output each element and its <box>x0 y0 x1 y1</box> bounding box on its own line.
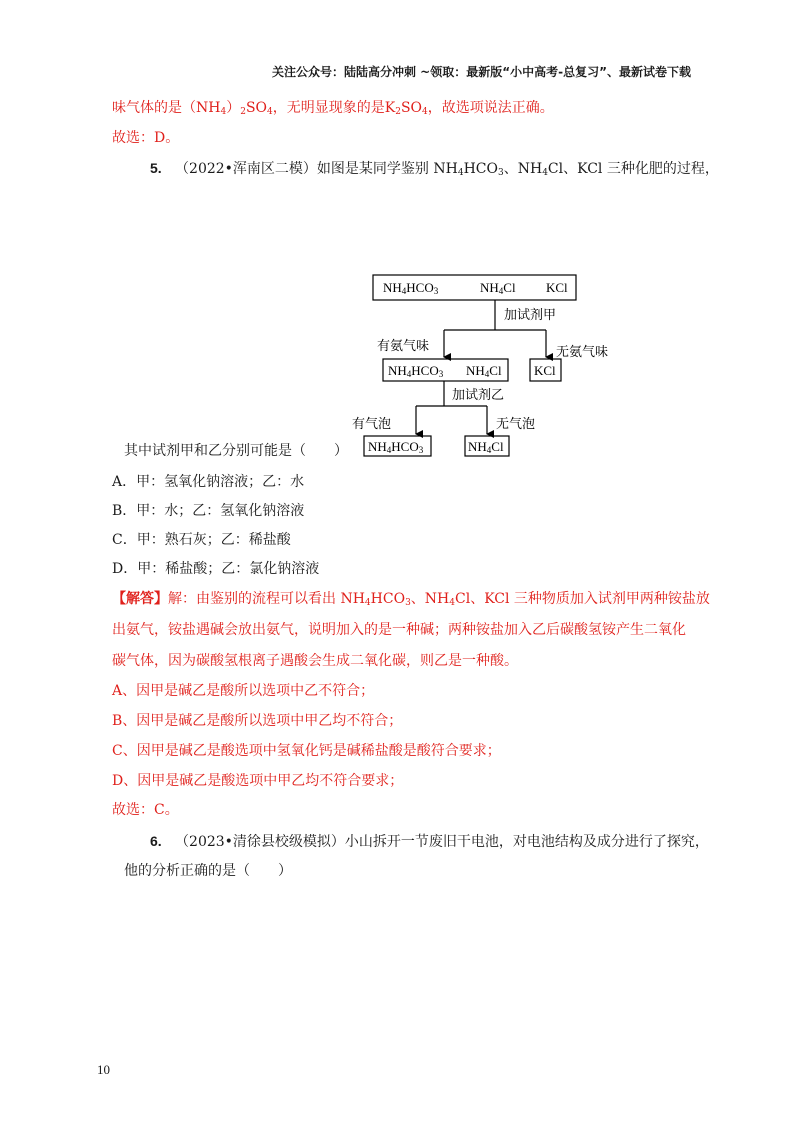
reagent-a-label: 加试剂甲 <box>504 308 557 323</box>
answer-line-1: 【解答】解：由鉴别的流程可以看出 $NH_4HCO_3$、$NH_4Cl$、KCl 三种物质加入试剂甲两种铵盐放 <box>112 591 710 608</box>
answer-tag: 【解答】 <box>112 591 168 607</box>
left-branch-label: 有氨气味 <box>377 339 430 354</box>
answer-final: 故选：C。 <box>112 802 179 818</box>
bottom-right-item: NH4Cl <box>468 439 504 455</box>
top-box-item-1: NH4HCO3 <box>383 280 439 296</box>
bottom-right-box <box>465 436 509 456</box>
question-5-stem: 5. （2022•浑南区二模）如图是某同学鉴别 $NH_4HCO_3$、$NH_4Cl$、KCl 三种化肥的过程， <box>150 160 719 178</box>
bottom-left-item: NH4HCO3 <box>368 439 424 455</box>
page-header: 关注公众号：陆陆高分冲刺 ~领取：最新版“小中高考-总复习”、最新试卷下载 <box>272 65 691 79</box>
kcl-box <box>530 359 561 381</box>
question-number: 5. <box>150 160 162 176</box>
question-number: 6. <box>150 833 162 849</box>
question-5-prompt: 其中试剂甲和乙分别可能是（ ） <box>124 443 348 459</box>
answer-option-a: A、因甲是碱乙是酸所以选项中乙不符合； <box>112 683 375 699</box>
bottom-left-box <box>364 436 431 456</box>
prev-answer-line-2: 故选：D。 <box>112 130 180 146</box>
left-branch-label-2: 有气泡 <box>352 417 392 432</box>
mid-box-item-1: NH4HCO3 <box>388 363 444 379</box>
page-number: 10 <box>97 1062 110 1077</box>
kcl-box-item: KCl <box>534 363 556 378</box>
top-box <box>373 275 576 300</box>
mid-box-item-2: NH4Cl <box>466 363 502 379</box>
option-c: C．甲：熟石灰；乙：稀盐酸 <box>112 532 291 548</box>
question-6-stem-line-2: 他的分析正确的是（ ） <box>124 863 292 879</box>
answer-option-c: C、因甲是碱乙是酸选项中氢氧化钙是碱稀盐酸是酸符合要求； <box>112 743 501 759</box>
question-6-stem: 6. （2023•清徐县校级模拟）小山拆开一节废旧干电池，对电池结构及成分进行了探究， <box>150 833 709 850</box>
answer-option-b: B、因甲是碱乙是酸所以选项中甲乙均不符合； <box>112 713 403 729</box>
answer-line-3: 碳气体，因为碳酸氢根离子遇酸会生成二氧化碳，则乙是一种酸。 <box>112 653 518 669</box>
right-branch-label-2: 无气泡 <box>496 417 536 432</box>
prev-answer-line-1: 味气体的是$(NH_4)_2SO_4$，无明显现象的是$K_2SO_4$，故选项说法正确。 <box>112 100 554 117</box>
right-branch-label: 无氨气味 <box>556 345 609 360</box>
mid-box <box>383 359 508 381</box>
answer-option-d: D、因甲是碱乙是酸选项中甲乙均不符合要求； <box>112 773 404 789</box>
option-b: B．甲：水；乙：氢氧化钠溶液 <box>112 503 305 519</box>
top-box-item-2: NH4Cl <box>480 280 516 296</box>
option-a: A．甲：氢氧化钠溶液；乙：水 <box>112 474 305 490</box>
option-d: D．甲：稀盐酸；乙：氯化钠溶液 <box>112 561 320 577</box>
reagent-b-label: 加试剂乙 <box>452 388 505 403</box>
top-box-item-3: KCl <box>546 280 568 295</box>
answer-line-2: 出氨气，铵盐遇碱会放出氨气，说明加入的是一种碱；两种铵盐加入乙后碳酸氢铵产生二氧化 <box>112 622 686 638</box>
